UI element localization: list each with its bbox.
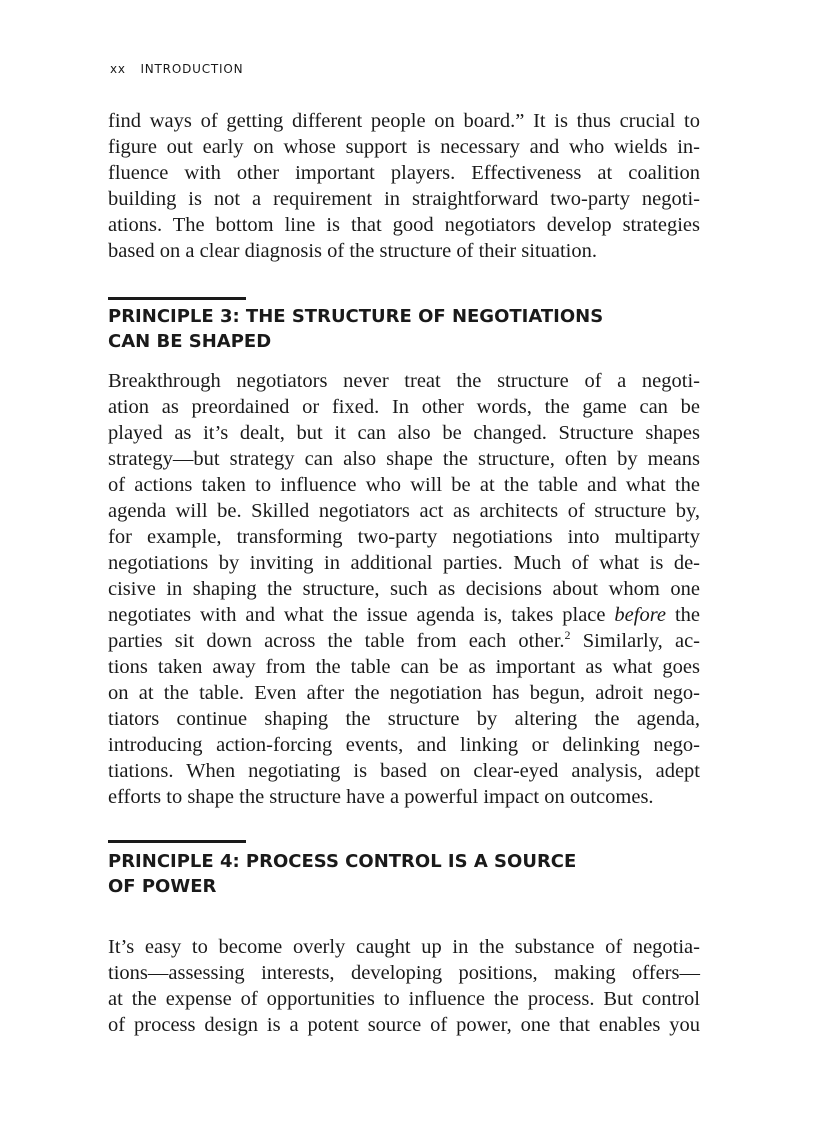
- heading-line: PRINCIPLE 4: PROCESS CONTROL IS A SOURCE: [108, 851, 577, 872]
- text-line: strategy—but strategy can also shape the structure, often by means: [108, 448, 700, 470]
- heading-line: CAN BE SHAPED: [108, 331, 272, 352]
- emphasis-text: before: [614, 604, 667, 626]
- text-line: ations. The bottom line is that good negotiators develop strategies: [108, 214, 700, 236]
- text-run: negotiates with and what the issue agenda is, takes place: [108, 604, 615, 626]
- text-line: fluence with other important players. Effectiveness at coalition: [108, 162, 700, 184]
- section-title: INTRODUCTION: [140, 62, 244, 76]
- page-number: xx: [110, 62, 126, 76]
- text-line: ation as preordained or fixed. In other words, the game can be: [108, 396, 700, 418]
- text-line: agenda will be. Skilled negotiators act as architects of structure by,: [108, 500, 700, 522]
- heading-line: OF POWER: [108, 876, 217, 897]
- text-line: played as it’s dealt, but it can also be changed. Structure shapes: [108, 422, 700, 444]
- text-line: figure out early on whose support is necessary and who wields in-: [108, 136, 700, 158]
- text-line: for example, transforming two-party negotiations into multiparty: [108, 526, 700, 548]
- text-line: tions taken away from the table can be as important as what goes: [108, 656, 700, 678]
- text-line: tions—assessing interests, developing positions, making offers—: [108, 962, 700, 984]
- text-line: of process design is a potent source of power, one that enables you: [108, 1014, 700, 1036]
- section-rule: [108, 297, 246, 300]
- text-line: find ways of getting different people on board.” It is thus crucial to: [108, 110, 700, 132]
- text-line: tiators continue shaping the structure by altering the agenda,: [108, 708, 700, 730]
- text-line: efforts to shape the structure have a powerful impact on outcomes.: [108, 786, 654, 808]
- text-line: building is not a requirement in straightforward two-party negoti-: [108, 188, 700, 210]
- text-line: at the expense of opportunities to influence the process. But control: [108, 988, 700, 1010]
- text-run: parties sit down across the table from each other.: [108, 630, 565, 652]
- principle-4-heading: [108, 849, 576, 899]
- footnote-marker: 2: [564, 628, 571, 643]
- text-line: on at the table. Even after the negotiation has begun, adroit nego-: [108, 682, 700, 704]
- text-line: based on a clear diagnosis of the structure of their situation.: [108, 240, 598, 262]
- principle-3-heading: [108, 304, 603, 354]
- text-line: introducing action-forcing events, and linking or delinking nego-: [108, 734, 700, 756]
- text-line: negotiations by inviting in additional parties. Much of what is de-: [108, 552, 700, 574]
- text-line: tiations. When negotiating is based on clear-eyed analysis, adept: [108, 760, 700, 782]
- section-rule: [108, 840, 246, 843]
- text-line: Breakthrough negotiators never treat the structure of a negoti-: [108, 370, 700, 392]
- running-head: [110, 62, 243, 76]
- text-run: Similarly, ac-: [570, 630, 700, 652]
- heading-line: PRINCIPLE 3: THE STRUCTURE OF NEGOTIATIONS: [108, 306, 604, 327]
- principle-4-paragraph: [108, 934, 700, 1038]
- text-line: of actions taken to influence who will be at the table and what the: [108, 474, 700, 496]
- text-line: [108, 602, 700, 628]
- text-line: cisive in shaping the structure, such as decisions about whom one: [108, 578, 700, 600]
- principle-3-paragraph: [108, 368, 700, 810]
- text-run: the: [666, 604, 700, 626]
- text-line: It’s easy to become overly caught up in the substance of negotia-: [108, 936, 700, 958]
- intro-paragraph: [108, 108, 700, 264]
- text-line: [108, 628, 700, 654]
